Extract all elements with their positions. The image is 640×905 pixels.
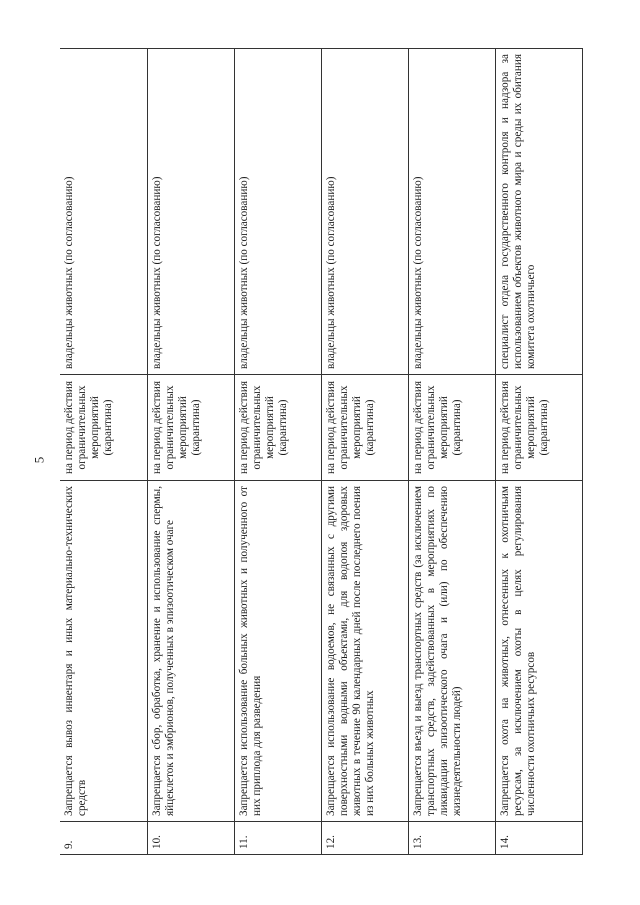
measure-text: Запрещается въезд и выезд транспортных средств (за исключением транспортных средств, задействованных в мероприятиях по ликвидации эпизоотического очага и (или) по обеспечению жизнедеятельности людей) <box>408 481 495 822</box>
measure-text: Запрещается охота на животных, отнесенных к охотничьим ресурсам, за исключением охоты в целях регулирования численности охотничьих ресурсов <box>495 481 582 822</box>
term-text: на период действия ограничительных мероприятий (карантина) <box>495 375 582 481</box>
row-number: 14. <box>495 822 582 855</box>
rotated-table-container <box>60 53 550 855</box>
term-text: на период действия ограничительных мероприятий (карантина) <box>408 375 495 481</box>
responsible-text: владельцы животных (по согласованию) <box>408 49 495 375</box>
table-row <box>234 49 321 855</box>
term-text: на период действия ограничительных мероприятий (карантина) <box>60 375 147 481</box>
responsible-text: владельцы животных (по согласованию) <box>234 49 321 375</box>
table-row <box>60 49 147 855</box>
responsible-text: владельцы животных (по согласованию) <box>147 49 234 375</box>
responsible-text: владельцы животных (по согласованию) <box>60 49 147 375</box>
measures-table <box>60 48 583 855</box>
responsible-text: владельцы животных (по согласованию) <box>321 49 408 375</box>
measure-text: Запрещается использование водоемов, не связанных с другими поверхностными водными объектами, для водопоя здоровых животных в течение 90 календарных дней после последнего поения из них больных животных <box>321 481 408 822</box>
term-text: на период действия ограничительных мероприятий (карантина) <box>234 375 321 481</box>
row-number: 13. <box>408 822 495 855</box>
measure-text: Запрещается сбор, обработка, хранение и использование спермы, яйцеклеток и эмбрионов, полученных в эпизоотическом очаге <box>147 481 234 822</box>
term-text: на период действия ограничительных мероприятий (карантина) <box>321 375 408 481</box>
table-row <box>321 49 408 855</box>
row-number: 10. <box>147 822 234 855</box>
table-row <box>147 49 234 855</box>
term-text: на период действия ограничительных мероприятий (карантина) <box>147 375 234 481</box>
table-row <box>495 49 582 855</box>
row-number: 11. <box>234 822 321 855</box>
measure-text: Запрещается вывоз инвентаря и иных материально-технических средств <box>60 481 147 822</box>
row-number: 12. <box>321 822 408 855</box>
table-row <box>408 49 495 855</box>
row-number: 9. <box>60 822 147 855</box>
page-number: 5 <box>31 456 47 464</box>
responsible-text: специалист отдела государственного контроля и надзора за использованием объектов животного мира и среды их обитания комитета охотничьего <box>495 49 582 375</box>
measure-text: Запрещается использование больных животных и полученного от них приплода для разведения <box>234 481 321 822</box>
